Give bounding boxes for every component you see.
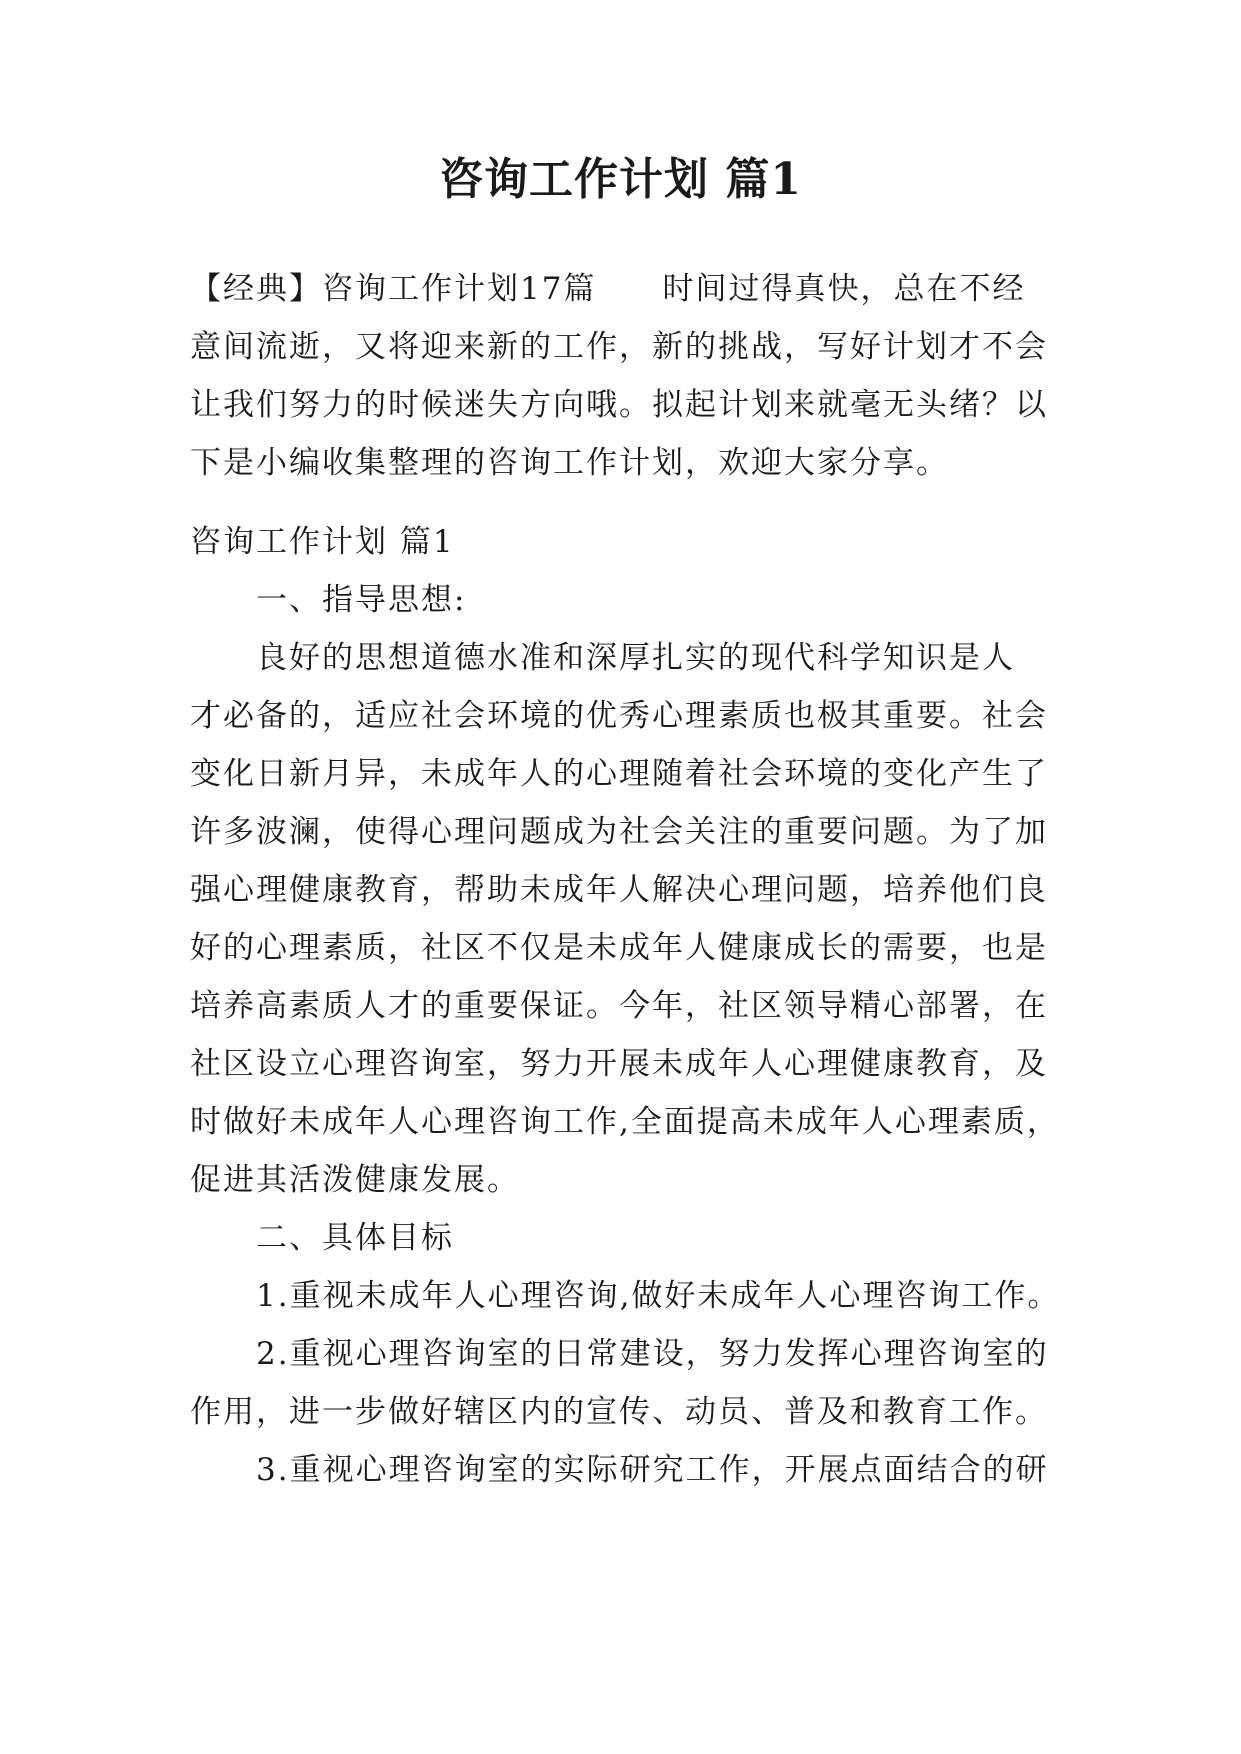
paragraph-line: 促进其活泼健康发展。 bbox=[190, 1162, 520, 1198]
list-item-3: 3.重视心理咨询室的实际研究工作，开展点面结合的研 bbox=[256, 1452, 1049, 1488]
paragraph-line: 时做好未成年人心理咨询工作,全面提高未成年人心理素质， bbox=[190, 1104, 1060, 1140]
intro-line-4: 下是小编收集整理的咨询工作计划，欢迎大家分享。 bbox=[190, 445, 949, 481]
document-title: 咨询工作计划 篇1 bbox=[439, 154, 802, 205]
heading-guiding-ideology: 一、指导思想: bbox=[256, 582, 467, 618]
intro-paragraph bbox=[190, 260, 1060, 492]
paragraph-line: 良好的思想道德水准和深厚扎实的现代科学知识是人 bbox=[256, 640, 1015, 676]
heading-specific-goals: 二、具体目标 bbox=[256, 1220, 454, 1256]
list-item-2-line-1: 2.重视心理咨询室的日常建设，努力发挥心理咨询室的 bbox=[256, 1336, 1049, 1372]
intro-lead-text: 时间过得真快，总在不经 bbox=[662, 271, 1026, 307]
intro-line-2: 意间流逝，又将迎来新的工作，新的挑战，写好计划才不会 bbox=[190, 329, 1048, 365]
section-body bbox=[190, 513, 1060, 1499]
intro-line-1 bbox=[190, 260, 1060, 318]
paragraph-line: 许多波澜，使得心理问题成为社会关注的重要问题。为了加 bbox=[190, 814, 1048, 850]
paragraph-line: 培养高素质人才的重要保证。今年，社区领导精心部署，在 bbox=[190, 988, 1048, 1024]
intro-lead: 【经典】咨询工作计划17篇 bbox=[190, 271, 597, 307]
paragraph-line: 变化日新月异，未成年人的心理随着社会环境的变化产生了 bbox=[190, 756, 1048, 792]
paragraph-line: 社区设立心理咨询室，努力开展未成年人心理健康教育，及 bbox=[190, 1046, 1048, 1082]
paragraph-line: 才必备的，适应社会环境的优秀心理素质也极其重要。社会 bbox=[190, 698, 1048, 734]
paragraph-line: 好的心理素质，社区不仅是未成年人健康成长的需要，也是 bbox=[190, 930, 1048, 966]
intro-line-3: 让我们努力的时候迷失方向哦。拟起计划来就毫无头绪？以 bbox=[190, 387, 1048, 423]
section-heading: 咨询工作计划 篇1 bbox=[190, 524, 455, 560]
list-item-2-line-2: 作用，进一步做好辖区内的宣传、动员、普及和教育工作。 bbox=[190, 1394, 1048, 1430]
paragraph-line: 强心理健康教育，帮助未成年人解决心理问题，培养他们良 bbox=[190, 872, 1048, 908]
list-item-1: 1.重视未成年人心理咨询,做好未成年人心理咨询工作。 bbox=[256, 1278, 1061, 1314]
